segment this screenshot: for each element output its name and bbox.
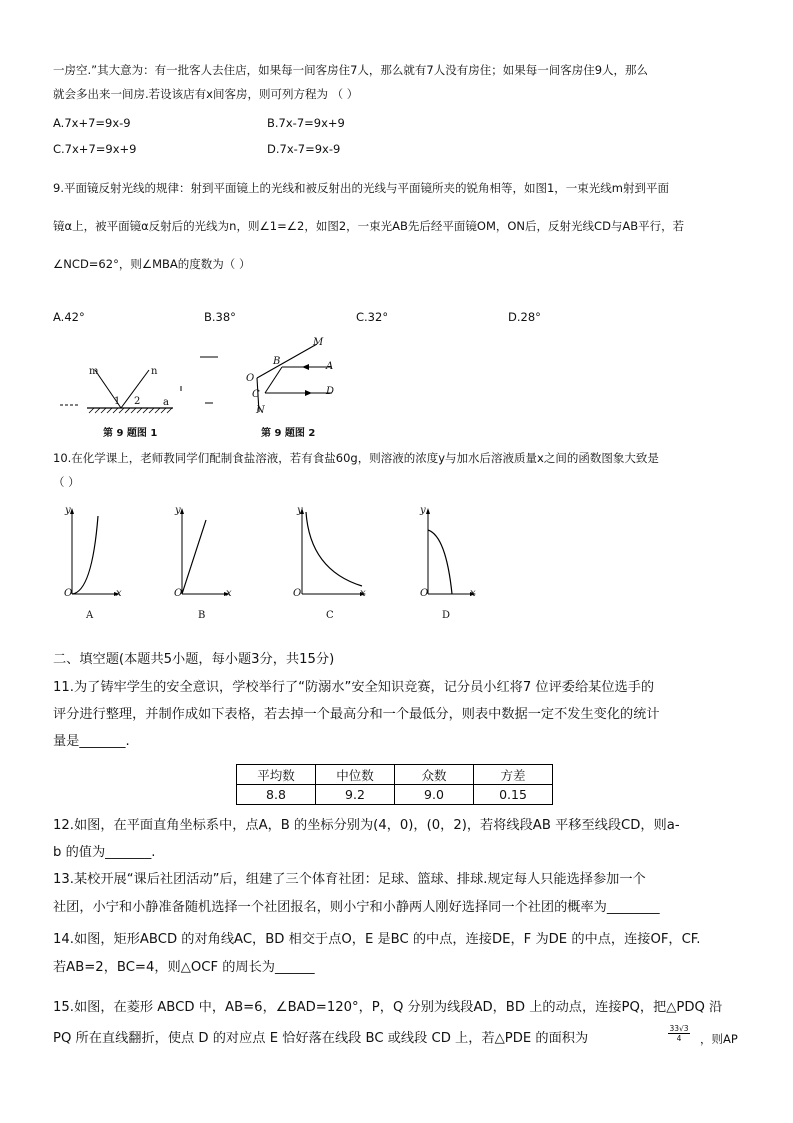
q14-text-line1: 14.如图，矩形ABCD 的对角线AC，BD 相交于点O，E 是BC 的中点，连接DE，F 为DE 的中点，连接OF，CF. bbox=[53, 932, 701, 947]
q9-option-b: B.38° bbox=[204, 310, 236, 324]
q9-fig2-label-m: M bbox=[313, 337, 324, 348]
q9-fig2-label-d: D bbox=[326, 386, 335, 397]
q9-fig1-label-m: m bbox=[89, 366, 99, 377]
q10-graph-c-origin: O bbox=[293, 588, 302, 599]
q10-graph-c-label: C bbox=[326, 610, 334, 621]
q11-table-header-row bbox=[237, 765, 553, 785]
q8-option-a: A.7x+7=9x-9 bbox=[53, 116, 131, 130]
stray-mark-right bbox=[205, 402, 215, 404]
q10-graph-d-y-label: y bbox=[420, 505, 426, 516]
q9-fig2-label-b: B bbox=[273, 356, 281, 367]
q9-fig2-label-c: C bbox=[252, 389, 260, 400]
q9-fig1-label-a: a bbox=[163, 397, 169, 408]
q11-value-median: 9.2 bbox=[316, 785, 395, 805]
q10-graph-b-x-label: x bbox=[226, 588, 232, 599]
q10-text-line1: 10.在化学课上，老师教同学们配制食盐溶液，若有食盐60g，则溶液的浓度y与加水后溶液质量x之间的函数图象大致是 bbox=[53, 451, 659, 465]
q8-option-b: B.7x-7=9x+9 bbox=[267, 116, 345, 130]
q11-header-mode: 众数 bbox=[395, 765, 474, 785]
q9-option-a: A.42° bbox=[53, 310, 85, 324]
q11-value-mode: 9.0 bbox=[395, 785, 474, 805]
q15-text-line1: 15.如图，在菱形 ABCD 中，AB=6，∠BAD=120°，P，Q 分别为线段AD，BD 上的动点，连接PQ，把△PDQ 沿 bbox=[53, 1000, 723, 1015]
q11-text-line2: 评分进行整理，并制作成如下表格，若去掉一个最高分和一个最低分，则表中数据一定不发生变化的统计 bbox=[53, 707, 660, 722]
q9-fig2-label-a: A bbox=[326, 361, 334, 372]
q10-graph-b-label: B bbox=[198, 610, 206, 621]
q10-graph-c-y-label: y bbox=[297, 505, 303, 516]
q15-area-fraction bbox=[668, 1024, 690, 1043]
q10-graph-a-origin: O bbox=[64, 588, 73, 599]
q10-graph-a bbox=[62, 506, 122, 598]
q15-text-line2: PQ 所在直线翻折，使点 D 的对应点 E 恰好落在线段 BC 或线段 CD 上，若△PDE 的面积为 bbox=[53, 1031, 589, 1046]
q9-fig1-label-angle2: 2 bbox=[134, 396, 141, 407]
q9-text-line1: 9.平面镜反射光线的规律：射到平面镜上的光线和被反射出的光线与平面镜所夹的锐角相等，如图1，一束光线m射到平面 bbox=[53, 181, 669, 195]
q9-fig2-label-o: O bbox=[246, 373, 255, 384]
q10-graph-a-x-label: x bbox=[116, 588, 122, 599]
q10-graph-d bbox=[418, 506, 478, 598]
q8-text-line1: 一房空.”其大意为：有一批客人去住店，如果每一间客房住7人，那么就有7人没有房住；如果每一间客房住9人，那么 bbox=[53, 63, 649, 77]
q15-text-line2-end: ，则AP bbox=[700, 1032, 738, 1046]
stray-mark-middle bbox=[180, 386, 184, 392]
q8-option-c: C.7x+7=9x+9 bbox=[53, 142, 137, 156]
q9-fig1-caption: 第 9 题图 1 bbox=[103, 428, 158, 439]
q10-text-line2: （ ） bbox=[53, 475, 80, 489]
q10-graph-d-x-label: x bbox=[470, 588, 476, 599]
q10-graph-c bbox=[292, 506, 372, 598]
q11-text-line1: 11.为了铸牢学生的安全意识，学校举行了“防溺水”安全知识竞赛，记分员小红将7 位评委给某位选手的 bbox=[53, 680, 655, 695]
q13-text-line2: 社团，小宁和小静准备随机选择一个社团报名，则小宁和小静两人刚好选择同一个社团的概率为________ bbox=[53, 900, 660, 915]
q9-figure1 bbox=[55, 340, 205, 420]
q10-graph-d-origin: O bbox=[420, 588, 429, 599]
q9-fig1-label-n: n bbox=[151, 366, 158, 377]
q13-text-line1: 13.某校开展“课后社团活动”后，组建了三个体育社团：足球、篮球、排球.规定每人只能选择参加一个 bbox=[53, 872, 646, 887]
q9-text-line2: 镜α上，被平面镜α反射后的光线为n，则∠1=∠2，如图2，一束光AB先后经平面镜OM，ON后，反射光线CD与AB平行，若 bbox=[53, 219, 685, 233]
q11-value-variance: 0.15 bbox=[474, 785, 553, 805]
q14-text-line2: 若AB=2，BC=4，则△OCF 的周长为______ bbox=[53, 960, 315, 975]
q10-graph-a-label: A bbox=[86, 610, 94, 621]
q11-header-mean: 平均数 bbox=[237, 765, 316, 785]
q11-table-value-row bbox=[237, 785, 553, 805]
q8-text-line2: 就会多出来一间房.若设该店有x间客房，则可列方程为 （ ） bbox=[53, 87, 359, 101]
q9-option-d: D.28° bbox=[508, 310, 541, 324]
q10-graph-b bbox=[172, 506, 232, 598]
q10-graph-b-y-label: y bbox=[175, 505, 181, 516]
q8-option-d: D.7x-7=9x-9 bbox=[267, 142, 341, 156]
q10-graph-c-x-label: x bbox=[360, 588, 366, 599]
q9-fig2-caption: 第 9 题图 2 bbox=[261, 428, 316, 439]
q9-text-line3: ∠NCD=62°，则∠MBA的度数为（ ） bbox=[53, 257, 251, 271]
q10-graph-a-y-label: y bbox=[65, 505, 71, 516]
section2-title: 二、填空题(本题共5小题，每小题3分，共15分) bbox=[53, 652, 335, 667]
q15-fraction-denominator: 4 bbox=[676, 1034, 682, 1043]
q11-header-median: 中位数 bbox=[316, 765, 395, 785]
q11-stats-table bbox=[236, 764, 553, 805]
q9-fig2-label-n: N bbox=[256, 405, 265, 416]
q9-fig1-label-angle1: 1 bbox=[114, 396, 121, 407]
q9-option-c: C.32° bbox=[356, 310, 389, 324]
q11-text-line3: 量是_______. bbox=[53, 734, 130, 749]
q11-value-mean: 8.8 bbox=[237, 785, 316, 805]
q11-header-variance: 方差 bbox=[474, 765, 553, 785]
q15-fraction-numerator: 33√3 bbox=[669, 1024, 689, 1033]
stray-mark-top bbox=[200, 356, 220, 358]
q12-text-line1: 12.如图，在平面直角坐标系中，点A，B 的坐标分别为(4，0)，(0，2)，若将线段AB 平移至线段CD，则a- bbox=[53, 818, 680, 833]
q10-graph-d-label: D bbox=[442, 610, 451, 621]
q12-text-line2: b 的值为_______. bbox=[53, 845, 156, 860]
q10-graph-b-origin: O bbox=[174, 588, 183, 599]
